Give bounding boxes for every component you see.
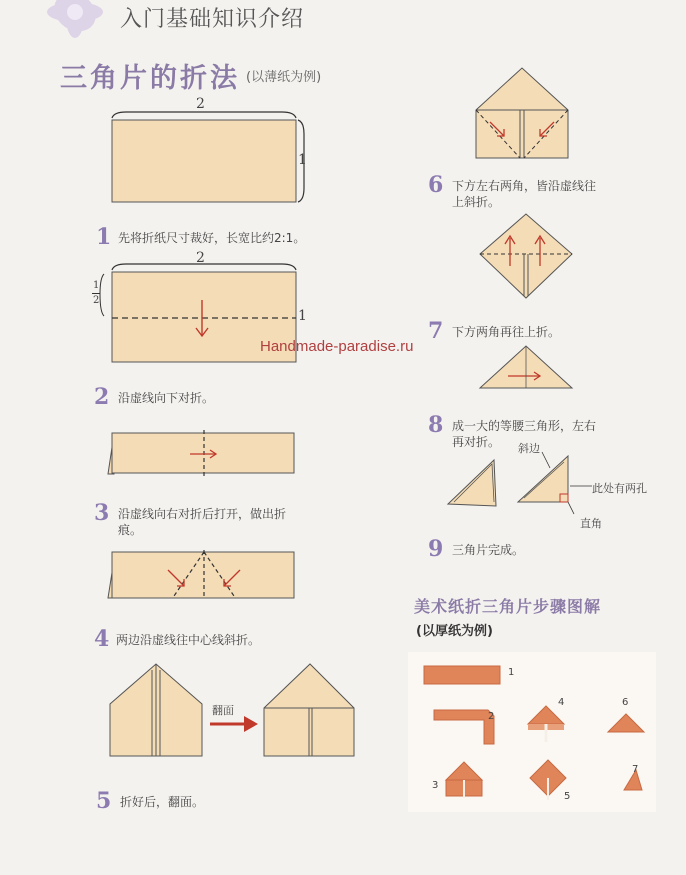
step9-text: 三角片完成。: [452, 543, 525, 557]
step2-text: 沿虚线向下对折。: [118, 391, 215, 405]
step3-number: 3: [94, 500, 110, 526]
photo-label-2: 2: [488, 711, 495, 722]
right-angle-label: 直角: [580, 517, 602, 530]
photo-label-1: 1: [508, 667, 515, 678]
step7-triangle-diagram: [478, 342, 578, 392]
dim-width-label-2: 1: [298, 308, 307, 324]
section-title: 三角片的折法: [60, 63, 240, 94]
step9-number: 9: [428, 536, 444, 562]
step8-text-line2: 再对折。: [452, 435, 501, 449]
section2-subtitle: (以厚纸为例): [416, 624, 493, 639]
step6-text-line2: 上斜折。: [452, 195, 501, 209]
flip-label: 翻面: [212, 704, 234, 717]
step3-text-line1: 沿虚线向右对折后打开，做出折: [118, 507, 287, 521]
step6-number: 6: [428, 172, 444, 198]
photo-label-5: 5: [564, 791, 571, 802]
page-header-title: 入门基础知识介绍: [120, 7, 305, 32]
step4-diagram: [104, 548, 304, 608]
step1-diagram: [106, 110, 306, 210]
pocket-label: 此处有两孔: [592, 482, 647, 495]
dim-width-label: 1: [298, 152, 307, 168]
step4-number: 4: [94, 626, 110, 652]
flower-decoration-icon: [40, 0, 110, 40]
photo-steps-illustration: [408, 652, 658, 812]
step1-text: 先将折纸尺寸裁好，长宽比约2:1。: [118, 231, 306, 245]
photo-label-7: 7: [632, 764, 639, 775]
step7-diamond-diagram: [476, 210, 586, 300]
watermark-text: Handmade-paradise.ru: [260, 338, 414, 355]
photo-label-3: 3: [432, 780, 439, 791]
step6-house-diagram: [474, 64, 574, 164]
photo-label-4: 4: [558, 697, 565, 708]
step4-text: 两边沿虚线往中心线斜折。: [116, 633, 261, 647]
step2-number: 2: [94, 384, 110, 410]
step7-number: 7: [428, 318, 444, 344]
dim-length-label-2: 2: [196, 250, 205, 266]
dim-half-den: 2: [93, 295, 100, 306]
step3-diagram: [104, 430, 304, 480]
step8-text-line1: 成一大的等腰三角形，左右: [452, 419, 597, 433]
step8-diagram: [444, 454, 584, 514]
dim-half-num: 1: [93, 280, 100, 291]
step6-text-line1: 下方左右两角，皆沿虚线往: [452, 179, 597, 193]
dim-length-label: 2: [196, 96, 205, 112]
step3-text-line2: 痕。: [118, 523, 143, 537]
section-subtitle: (以薄纸为例): [246, 70, 322, 85]
step8-number: 8: [428, 412, 444, 438]
step5-diagram: [106, 660, 366, 760]
step7-text: 下方两角再往上折。: [452, 325, 561, 339]
section2-title: 美术纸折三角片步骤图解: [414, 597, 602, 616]
step1-number: 1: [96, 224, 112, 250]
step5-number: 5: [96, 788, 112, 814]
hypotenuse-label: 斜边: [518, 442, 540, 455]
dim-half-bar: [92, 293, 100, 294]
step5-text: 折好后，翻面。: [120, 795, 205, 809]
photo-label-6: 6: [622, 697, 629, 708]
